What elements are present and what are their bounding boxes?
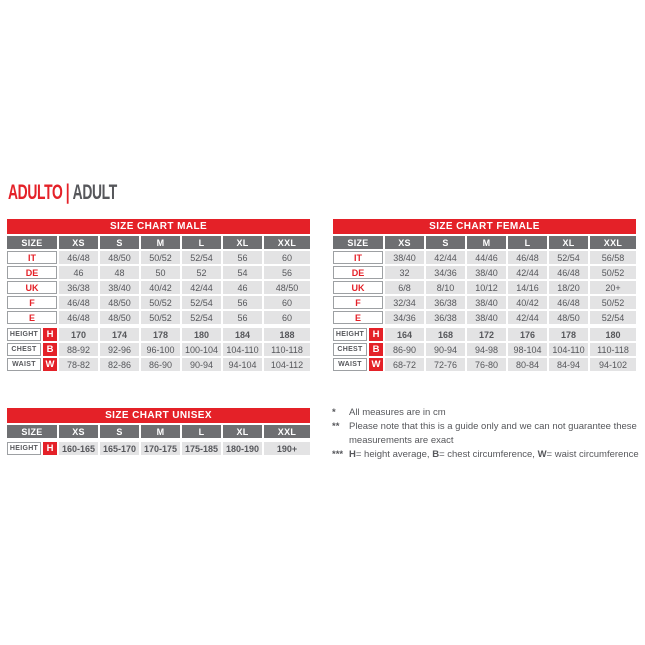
table-title-bar-male: SIZE CHART MALE — [7, 219, 310, 234]
table-header-row — [7, 236, 310, 249]
size-value-cell: 46/48 — [508, 251, 547, 264]
size-value-cell: 38/40 — [467, 266, 506, 279]
column-header-m: M — [467, 236, 506, 249]
measure-value-cell: 92-96 — [100, 343, 139, 356]
page-title — [8, 183, 173, 203]
table-row — [7, 343, 310, 356]
measure-value-cell: 165-170 — [100, 442, 139, 455]
country-label-e: E — [7, 311, 57, 324]
measure-value-cell: 176 — [508, 328, 547, 341]
measure-value-cell: 88-92 — [59, 343, 98, 356]
measure-letter-badge: W — [43, 358, 57, 371]
measure-value-cell: 90-94 — [182, 358, 221, 371]
size-value-cell: 6/8 — [385, 281, 424, 294]
size-value-cell: 52/54 — [182, 251, 221, 264]
size-value-cell: 38/40 — [467, 311, 506, 324]
measure-value-cell: 178 — [141, 328, 180, 341]
measure-label-height: HEIGHT — [333, 328, 367, 341]
column-header-l: L — [508, 236, 547, 249]
table-row — [7, 358, 310, 371]
size-value-cell: 52/54 — [182, 296, 221, 309]
table-row — [333, 343, 636, 356]
size-value-cell: 52/54 — [182, 311, 221, 324]
size-value-cell: 46 — [59, 266, 98, 279]
column-header-xs: XS — [59, 425, 98, 438]
size-value-cell: 36/38 — [426, 296, 465, 309]
table-row — [7, 296, 310, 309]
size-value-cell: 46/48 — [549, 266, 588, 279]
column-header-xxl: XXL — [590, 236, 636, 249]
column-header-xl: XL — [223, 236, 262, 249]
measure-label-chest: CHEST — [7, 343, 41, 356]
country-label-de: DE — [7, 266, 57, 279]
size-value-cell: 14/16 — [508, 281, 547, 294]
measure-label-group — [7, 442, 57, 455]
title-adult: ADULT — [72, 181, 117, 204]
measure-letter-badge: H — [43, 328, 57, 341]
column-header-m: M — [141, 236, 180, 249]
column-header-s: S — [100, 425, 139, 438]
country-label-e: E — [333, 311, 383, 324]
footnote-segment: = height average, — [355, 449, 433, 460]
country-label-it: IT — [7, 251, 57, 264]
column-header-xs: XS — [385, 236, 424, 249]
measure-value-cell: 175-185 — [182, 442, 221, 455]
measure-value-cell: 170-175 — [141, 442, 180, 455]
size-value-cell: 56 — [264, 266, 310, 279]
size-value-cell: 42/44 — [508, 311, 547, 324]
size-value-cell: 46/48 — [549, 296, 588, 309]
measure-letter-badge: B — [43, 343, 57, 356]
measure-value-cell: 184 — [223, 328, 262, 341]
measure-value-cell: 172 — [467, 328, 506, 341]
country-label-uk: UK — [7, 281, 57, 294]
footnote-text: All measures are in cm — [349, 407, 446, 418]
size-value-cell: 46/48 — [59, 251, 98, 264]
measure-label-group — [7, 358, 57, 371]
size-value-cell: 18/20 — [549, 281, 588, 294]
measure-value-cell: 164 — [385, 328, 424, 341]
measure-value-cell: 76-80 — [467, 358, 506, 371]
footnote-text — [349, 448, 645, 462]
measure-label-waist: WAIST — [7, 358, 41, 371]
measure-value-cell: 178 — [549, 328, 588, 341]
column-header-xxl: XXL — [264, 236, 310, 249]
measure-letter-badge: W — [369, 358, 383, 371]
measure-value-cell: 86-90 — [385, 343, 424, 356]
measure-value-cell: 90-94 — [426, 343, 465, 356]
measure-value-cell: 190+ — [264, 442, 310, 455]
size-value-cell: 32/34 — [385, 296, 424, 309]
table-row — [333, 296, 636, 309]
footnote-line — [332, 448, 645, 462]
footnote-segment: B — [432, 449, 440, 460]
table-row — [333, 311, 636, 324]
size-value-cell: 50 — [141, 266, 180, 279]
size-value-cell: 38/40 — [385, 251, 424, 264]
measure-value-cell: 96-100 — [141, 343, 180, 356]
size-value-cell: 50/52 — [590, 266, 636, 279]
country-label-f: F — [7, 296, 57, 309]
measure-value-cell: 86-90 — [141, 358, 180, 371]
size-value-cell: 60 — [264, 251, 310, 264]
measure-label-group — [7, 343, 57, 356]
table-row — [333, 251, 636, 264]
size-value-cell: 36/38 — [59, 281, 98, 294]
size-value-cell: 38/40 — [100, 281, 139, 294]
footnote-line — [332, 420, 645, 448]
footnote-text: Please note that this is a guide only and we can not guarantee these measurements are exact — [349, 421, 637, 446]
column-header-xl: XL — [223, 425, 262, 438]
column-header-l: L — [182, 236, 221, 249]
measure-value-cell: 110-118 — [590, 343, 636, 356]
table-row — [333, 358, 636, 371]
measure-value-cell: 188 — [264, 328, 310, 341]
size-value-cell: 50/52 — [590, 296, 636, 309]
country-label-uk: UK — [333, 281, 383, 294]
measure-value-cell: 94-98 — [467, 343, 506, 356]
country-label-f: F — [333, 296, 383, 309]
table-row — [333, 328, 636, 341]
measure-label-group — [7, 328, 57, 341]
measure-letter-badge: B — [369, 343, 383, 356]
size-value-cell: 46/48 — [59, 296, 98, 309]
size-header-cell: SIZE — [7, 425, 57, 438]
size-value-cell: 42/44 — [182, 281, 221, 294]
footnote-marker: *** — [332, 449, 344, 460]
measure-value-cell: 82-86 — [100, 358, 139, 371]
measure-value-cell: 170 — [59, 328, 98, 341]
country-label-it: IT — [333, 251, 383, 264]
measure-label-group — [333, 328, 383, 341]
table-row — [333, 266, 636, 279]
column-header-xxl: XXL — [264, 425, 310, 438]
table-row — [7, 328, 310, 341]
footnote-segment: W — [537, 449, 547, 460]
size-value-cell: 40/42 — [141, 281, 180, 294]
measure-value-cell: 160-165 — [59, 442, 98, 455]
size-value-cell: 48/50 — [549, 311, 588, 324]
measure-value-cell: 180-190 — [223, 442, 262, 455]
size-value-cell: 50/52 — [141, 296, 180, 309]
table-row — [7, 266, 310, 279]
size-value-cell: 60 — [264, 311, 310, 324]
size-value-cell: 34/36 — [385, 311, 424, 324]
size-value-cell: 20+ — [590, 281, 636, 294]
size-value-cell: 46 — [223, 281, 262, 294]
measure-label-group — [333, 343, 383, 356]
size-value-cell: 10/12 — [467, 281, 506, 294]
column-header-xs: XS — [59, 236, 98, 249]
table-row — [7, 281, 310, 294]
size-value-cell: 56 — [223, 311, 262, 324]
measure-value-cell: 98-104 — [508, 343, 547, 356]
size-value-cell: 8/10 — [426, 281, 465, 294]
measure-value-cell: 104-110 — [549, 343, 588, 356]
measure-label-chest: CHEST — [333, 343, 367, 356]
measure-value-cell: 100-104 — [182, 343, 221, 356]
footnote-segment: H — [349, 449, 356, 460]
measure-letter-badge: H — [43, 442, 57, 455]
table-header-row — [7, 425, 310, 438]
measure-value-cell: 104-110 — [223, 343, 262, 356]
measure-value-cell: 80-84 — [508, 358, 547, 371]
size-value-cell: 48/50 — [264, 281, 310, 294]
size-value-cell: 52/54 — [549, 251, 588, 264]
column-header-l: L — [182, 425, 221, 438]
size-value-cell: 36/38 — [426, 311, 465, 324]
measure-value-cell: 104-112 — [264, 358, 310, 371]
measure-value-cell: 68-72 — [385, 358, 424, 371]
measure-value-cell: 78-82 — [59, 358, 98, 371]
footnote-marker: ** — [332, 421, 340, 432]
table-row — [7, 251, 310, 264]
size-value-cell: 52 — [182, 266, 221, 279]
size-value-cell: 50/52 — [141, 251, 180, 264]
footnote-marker: * — [332, 407, 336, 418]
measure-letter-badge: H — [369, 328, 383, 341]
size-value-cell: 32 — [385, 266, 424, 279]
size-chart-female-table — [333, 219, 636, 373]
size-value-cell: 34/36 — [426, 266, 465, 279]
measure-label-group — [333, 358, 383, 371]
title-separator: | — [65, 181, 70, 204]
size-chart-unisex-table — [7, 408, 310, 457]
size-value-cell: 42/44 — [426, 251, 465, 264]
measure-value-cell: 94-102 — [590, 358, 636, 371]
column-header-s: S — [100, 236, 139, 249]
table-row — [7, 442, 310, 455]
size-value-cell: 48/50 — [100, 311, 139, 324]
size-value-cell: 44/46 — [467, 251, 506, 264]
footnote-segment: = waist circumference — [546, 449, 639, 460]
size-value-cell: 56/58 — [590, 251, 636, 264]
footnote-line — [332, 406, 645, 420]
measure-value-cell: 168 — [426, 328, 465, 341]
measure-value-cell: 110-118 — [264, 343, 310, 356]
table-title-bar-female: SIZE CHART FEMALE — [333, 219, 636, 234]
table-row — [7, 311, 310, 324]
measure-value-cell: 72-76 — [426, 358, 465, 371]
size-value-cell: 60 — [264, 296, 310, 309]
size-value-cell: 38/40 — [467, 296, 506, 309]
measure-value-cell: 180 — [590, 328, 636, 341]
size-value-cell: 52/54 — [590, 311, 636, 324]
size-value-cell: 50/52 — [141, 311, 180, 324]
page-title-text — [8, 183, 117, 203]
measure-label-height: HEIGHT — [7, 442, 41, 455]
measure-label-waist: WAIST — [333, 358, 367, 371]
size-header-cell: SIZE — [333, 236, 383, 249]
table-header-row — [333, 236, 636, 249]
size-value-cell: 40/42 — [508, 296, 547, 309]
footnotes — [332, 406, 645, 462]
measure-value-cell: 94-104 — [223, 358, 262, 371]
size-header-cell: SIZE — [7, 236, 57, 249]
size-value-cell: 48/50 — [100, 296, 139, 309]
title-adulto: ADULTO — [8, 181, 63, 204]
column-header-s: S — [426, 236, 465, 249]
table-row — [333, 281, 636, 294]
measure-value-cell: 180 — [182, 328, 221, 341]
table-title-bar-unisex: SIZE CHART UNISEX — [7, 408, 310, 423]
size-value-cell: 54 — [223, 266, 262, 279]
footnote-segment: = chest circumference, — [439, 449, 538, 460]
column-header-m: M — [141, 425, 180, 438]
column-header-xl: XL — [549, 236, 588, 249]
size-value-cell: 48 — [100, 266, 139, 279]
measure-label-height: HEIGHT — [7, 328, 41, 341]
measure-value-cell: 84-94 — [549, 358, 588, 371]
country-label-de: DE — [333, 266, 383, 279]
size-chart-male-table — [7, 219, 310, 373]
size-value-cell: 56 — [223, 251, 262, 264]
size-value-cell: 46/48 — [59, 311, 98, 324]
size-value-cell: 42/44 — [508, 266, 547, 279]
measure-value-cell: 174 — [100, 328, 139, 341]
size-value-cell: 48/50 — [100, 251, 139, 264]
size-value-cell: 56 — [223, 296, 262, 309]
